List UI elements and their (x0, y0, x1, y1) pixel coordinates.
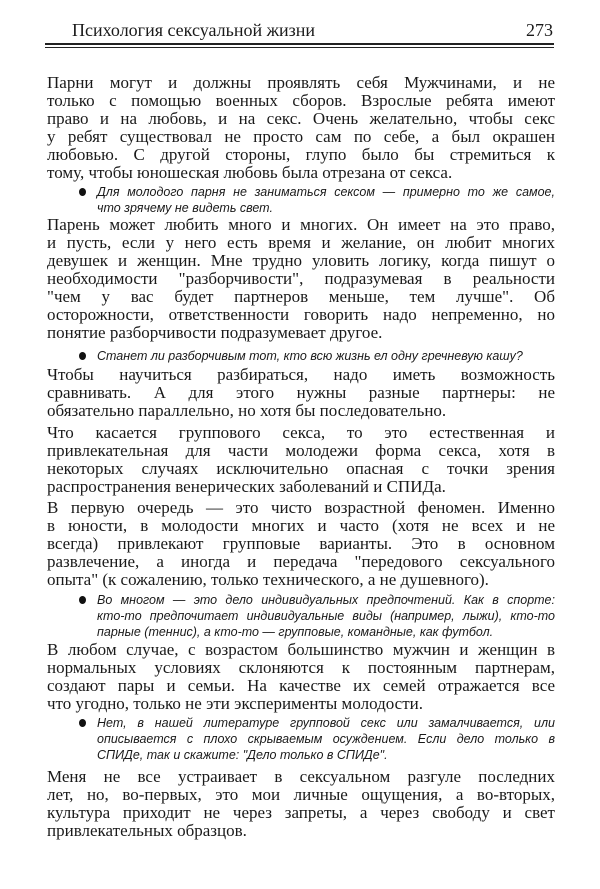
paragraph (47, 768, 555, 840)
text-line: у ребят существовал не просто сам по себе, а был окрашен (47, 127, 555, 146)
text-line: необходимости "разборчивости", подразумевая в реальности (47, 269, 555, 288)
margin-note (97, 592, 555, 640)
text-line: привлекательная для части молодежи форма секса, хотя в (47, 441, 555, 460)
text-line: Станет ли разборчивым тот, кто всю жизнь ел одну гречневую кашу? (97, 349, 523, 363)
bullet-icon (79, 352, 86, 360)
text-line: опыта" (к сожалению, только технического, а не душевного). (47, 570, 489, 589)
text-line: распространения венерических заболеваний и СПИДа. (47, 477, 446, 496)
paragraph (47, 499, 555, 589)
text-line: Парень может любить много и многих. Он имеет на это право, (47, 215, 555, 234)
paragraph (47, 216, 555, 342)
text-line: тому, чтобы юношеская любовь была отрезана от секса. (47, 163, 453, 182)
text-line: описывается с плохо скрываемым осуждением. Если дело только в (97, 732, 555, 746)
margin-note (97, 715, 555, 763)
text-line: Во многом — это дело индивидуальных предпочтений. Как в спорте: (97, 593, 555, 607)
text-line: понятие разборчивости подразумевает другое. (47, 323, 383, 342)
header-rule-thin (45, 47, 554, 48)
bullet-icon (79, 719, 86, 727)
text-line: обязательно параллельно, но хотя бы последовательно. (47, 401, 447, 420)
text-line: Парни могут и должны проявлять себя Мужчинами, и не (47, 73, 555, 92)
bullet-icon (79, 596, 86, 604)
header-rule (45, 43, 554, 45)
text-line: всегда) привлекают групповые варианты. Это в основном (47, 534, 555, 553)
text-line: любовью. С другой стороны, глупо было бы стремиться к (47, 145, 555, 164)
text-line: Что касается группового секса, то это естественная и (47, 423, 555, 442)
text-line: что угодно, только не эти эксперименты молодости. (47, 694, 423, 713)
margin-note (97, 348, 555, 364)
text-line: только с помощью военных сборов. Взрослые ребята имеют (47, 91, 555, 110)
margin-note (97, 184, 555, 216)
text-line: Меня не все устраивает в сексуальном разгуле последних (47, 767, 555, 786)
bullet-icon (79, 188, 86, 196)
text-line: В любом случае, с возрастом большинство мужчин и женщин в (47, 640, 555, 659)
text-line: право и на любовь, и на секс. Очень желательно, чтобы секс (47, 109, 555, 128)
text-line: осторожности, ответственности говорить надо непременно, но (47, 305, 555, 324)
text-line: девушек и женщин. Мне трудно уловить логику, когда пишут о (47, 251, 555, 270)
text-line: культура приходит не через запреты, а через свободу и свет (47, 803, 555, 822)
text-line: некоторых случаях исключительно опасная с точки зрения (47, 459, 555, 478)
paragraph (47, 641, 555, 713)
text-line: развлечение, а иногда и передача "передового сексуального (47, 552, 555, 571)
text-line: СПИДе, так и скажите: "Дело только в СПИДе". (97, 748, 388, 762)
text-line: и пусть, если у него есть время и желание, он любит многих (47, 233, 555, 252)
page-number: 273 (526, 20, 553, 40)
text-line: "чем у вас будет партнеров меньше, тем лучше". Об (47, 287, 555, 306)
text-line: привлекательных образцов. (47, 821, 247, 840)
text-line: нормальных условиях склоняются к постоянным партнерам, (47, 658, 555, 677)
text-line: что зрячему не видеть свет. (97, 201, 273, 215)
running-header-title: Психология сексуальной жизни (72, 20, 316, 40)
text-line: создают пары и семьи. На качестве их семей отражается все (47, 676, 555, 695)
paragraph (47, 366, 555, 420)
paragraph (47, 424, 555, 496)
text-line: Нет, в нашей литературе групповой секс или замалчивается, или (97, 716, 555, 730)
text-line: парные (теннис), а кто-то — групповые, командные, как футбол. (97, 625, 494, 639)
text-line: в юности, в молодости многих и часто (хотя не всех и не (47, 516, 555, 535)
text-line: лет, но, во-первых, это мои личные ощущения, а во-вторых, (47, 785, 555, 804)
text-line: Для молодого парня не заниматься сексом — примерно то же самое, (97, 185, 555, 199)
text-line: Чтобы научиться разбираться, надо иметь возможность (47, 365, 555, 384)
text-line: кто-то предпочитает индивидуальные виды (например, лыжи), кто-то (97, 609, 555, 623)
text-line: В первую очередь — это чисто возрастной феномен. Именно (47, 498, 555, 517)
text-line: сравнивать. А для этого нужны разные партнеры: не (47, 383, 555, 402)
paragraph (47, 74, 555, 182)
